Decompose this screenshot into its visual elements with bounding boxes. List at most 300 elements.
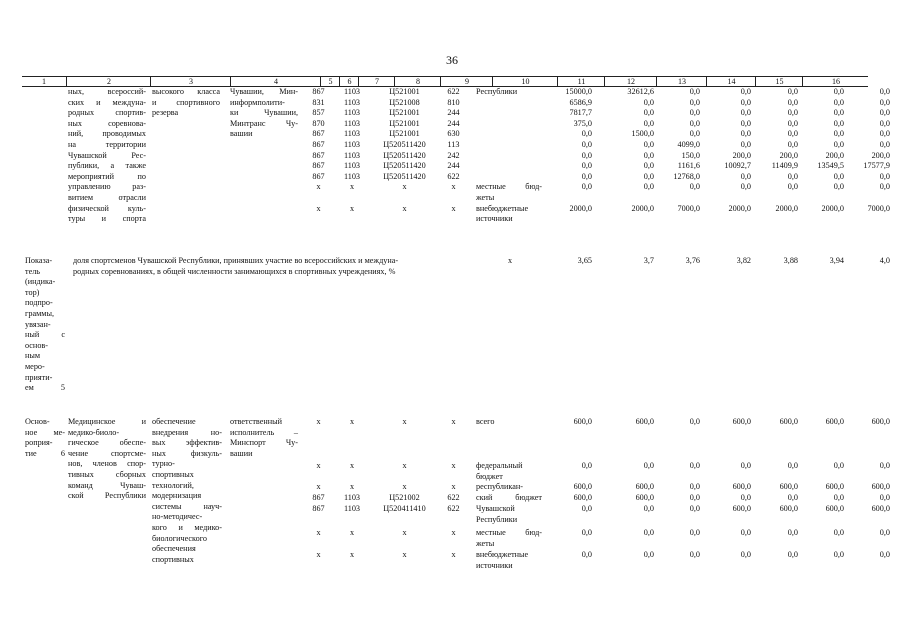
cell-text: информполити- bbox=[230, 97, 285, 107]
table-cell: 0,0 bbox=[833, 182, 844, 192]
table-cell: 0,0 bbox=[787, 108, 798, 118]
table-cell: x bbox=[402, 417, 407, 426]
table-cell: 0,0 bbox=[643, 550, 654, 559]
table-cell: Ц520411410 bbox=[383, 504, 426, 513]
table-cell: 0,0 bbox=[643, 504, 654, 513]
table-cell: 0,0 bbox=[581, 171, 592, 181]
cell-text: модернизация bbox=[152, 491, 202, 501]
table-cell: 0,0 bbox=[740, 528, 751, 537]
table-cell: 0,0 bbox=[740, 87, 751, 96]
table-cell: 0,0 bbox=[581, 461, 592, 470]
table-cell: 0,0 bbox=[689, 482, 700, 491]
table-cell: 0,0 bbox=[879, 461, 890, 470]
cell-text: вашии bbox=[230, 129, 253, 139]
cell-text: (индика- bbox=[25, 277, 56, 287]
table-cell: 867 bbox=[312, 504, 325, 513]
table-cell: 857 bbox=[312, 108, 325, 118]
table-cell: 0,0 bbox=[787, 528, 798, 537]
table-cell: 0,0 bbox=[581, 129, 592, 139]
table-cell: 1103 bbox=[343, 140, 361, 149]
table-cell: 2000,0 bbox=[728, 203, 751, 213]
table-cell: 0,0 bbox=[879, 182, 890, 192]
table-cell: 0,0 bbox=[689, 417, 700, 426]
table-cell: 15000,0 bbox=[565, 87, 592, 96]
cell-text: Чувашской Рес- bbox=[68, 150, 146, 160]
table-cell: 0,0 bbox=[740, 97, 751, 107]
cell-text: федеральный bbox=[476, 461, 523, 470]
table-cell: 1103 bbox=[343, 493, 361, 502]
table-cell: 0,0 bbox=[879, 171, 890, 181]
table-cell: 0,0 bbox=[740, 108, 751, 118]
table-cell: 0,0 bbox=[740, 171, 751, 181]
table-cell: 32612,6 bbox=[627, 87, 654, 96]
cell-text: ных физкуль- bbox=[152, 448, 222, 458]
table-cell: 0,0 bbox=[833, 493, 844, 502]
table-cell: Ц520511420 bbox=[383, 161, 426, 171]
header-cell: 11 bbox=[557, 77, 605, 86]
table-cell: Ц521001 bbox=[389, 118, 420, 128]
cell-text: Чувашии, Мин- bbox=[230, 87, 298, 96]
table-cell: 0,0 bbox=[581, 182, 592, 192]
table-cell: 1103 bbox=[343, 171, 361, 181]
table-cell: 200,0 bbox=[732, 150, 751, 160]
table-cell: 2000,0 bbox=[821, 203, 844, 213]
table-cell: 0,0 bbox=[879, 97, 890, 107]
table-cell: 200,0 bbox=[871, 150, 890, 160]
table-cell: x bbox=[316, 482, 321, 491]
cell-text: доля спортсменов Чувашской Республики, принявших участие во всероссийских и междуна- bbox=[73, 256, 399, 265]
table-cell: 0,0 bbox=[833, 108, 844, 118]
cell-text: резерва bbox=[152, 108, 179, 118]
table-cell: 375,0 bbox=[573, 118, 592, 128]
table-cell: x bbox=[451, 550, 456, 559]
header-cell: 1 bbox=[42, 77, 46, 86]
table-cell: x bbox=[316, 550, 321, 559]
table-cell: x bbox=[349, 182, 355, 192]
table-cell: 0,0 bbox=[643, 161, 654, 171]
header-cell: 9 bbox=[440, 77, 493, 86]
cell-text: биологического bbox=[152, 533, 207, 543]
table-cell: 622 bbox=[447, 493, 460, 502]
table-cell: 0,0 bbox=[740, 182, 751, 192]
table-cell: 600,0 bbox=[871, 417, 890, 426]
table-cell: 0,0 bbox=[787, 87, 798, 96]
cell-text: родных спортив- bbox=[68, 108, 146, 118]
table-cell: 113 bbox=[447, 140, 460, 149]
table-cell: 1103 bbox=[343, 118, 361, 128]
cell-text: ных, всероссий- bbox=[68, 87, 146, 96]
cell-text: местные бюд- bbox=[476, 528, 542, 537]
table-cell: 600,0 bbox=[635, 493, 654, 502]
table-cell: 0,0 bbox=[581, 150, 592, 160]
header-cell: 10 bbox=[492, 77, 558, 86]
table-cell: x bbox=[316, 461, 321, 470]
table-cell: 600,0 bbox=[732, 482, 751, 491]
table-cell: 3,76 bbox=[685, 256, 700, 265]
cell-text: высокого класса bbox=[152, 87, 220, 96]
cell-text: команд Чуваш- bbox=[68, 480, 146, 490]
table-cell: 0,0 bbox=[581, 140, 592, 149]
header-cell: 12 bbox=[604, 77, 657, 86]
cell-text: местные бюд- bbox=[476, 182, 542, 192]
table-cell: 0,0 bbox=[787, 171, 798, 181]
cell-text: Минтранс Чу- bbox=[230, 118, 298, 128]
cell-text: бюджет bbox=[476, 471, 503, 481]
cell-text: тор) bbox=[25, 287, 40, 297]
table-cell: 1103 bbox=[343, 87, 361, 96]
table-cell: 622 bbox=[447, 87, 460, 96]
table-cell: Ц521001 bbox=[389, 108, 420, 118]
table-cell: 600,0 bbox=[573, 493, 592, 502]
table-cell: 0,0 bbox=[689, 182, 700, 192]
table-cell: 0,0 bbox=[833, 550, 844, 559]
cell-text: источники bbox=[476, 214, 513, 224]
header-cell: 7 bbox=[358, 77, 395, 86]
table-cell: x bbox=[349, 203, 355, 213]
cell-text: публики, а также bbox=[68, 161, 146, 171]
cell-text: Чувашской bbox=[476, 504, 515, 513]
header-cell: 15 bbox=[755, 77, 803, 86]
header-cell: 4 bbox=[230, 77, 321, 86]
cell-text: спортивных bbox=[152, 554, 194, 564]
header-cell: 16 bbox=[802, 77, 869, 86]
table-cell: 810 bbox=[447, 97, 460, 107]
table-cell: x bbox=[316, 528, 321, 537]
header-cell: 3 bbox=[150, 77, 231, 86]
cell-text: ным bbox=[25, 351, 41, 361]
table-cell: 600,0 bbox=[825, 417, 844, 426]
table-cell: 0,0 bbox=[581, 528, 592, 537]
table-cell: 867 bbox=[312, 87, 325, 96]
table-cell: 0,0 bbox=[833, 118, 844, 128]
table-cell: x bbox=[402, 528, 407, 537]
cell-text: системы науч- bbox=[152, 501, 222, 511]
table-cell: 0,0 bbox=[833, 140, 844, 149]
table-cell: 0,0 bbox=[879, 140, 890, 149]
table-cell: 0,0 bbox=[740, 118, 751, 128]
cell-text: подпро- bbox=[25, 298, 53, 308]
cell-text: нов, членов спор- bbox=[68, 459, 146, 469]
table-cell: 0,0 bbox=[787, 493, 798, 502]
header-cell: 13 bbox=[656, 77, 707, 86]
table-cell: 13549,5 bbox=[817, 161, 844, 171]
table-cell: x bbox=[451, 528, 456, 537]
table-cell: 200,0 bbox=[779, 150, 798, 160]
table-cell: 0,0 bbox=[689, 493, 700, 502]
table-cell: x bbox=[349, 528, 355, 537]
cell-text: исполнитель – bbox=[230, 427, 298, 437]
cell-text: медико-биоло- bbox=[68, 427, 120, 437]
table-cell: 4099,0 bbox=[677, 140, 700, 149]
cell-text: внебюджетные bbox=[476, 550, 529, 559]
table-cell: 0,0 bbox=[689, 87, 700, 96]
cell-text: роприя- bbox=[25, 438, 53, 448]
cell-text: ний, проводимых bbox=[68, 129, 146, 139]
table-cell: 867 bbox=[312, 129, 325, 139]
cell-text: ответственный bbox=[230, 417, 283, 426]
table-cell: 3,65 bbox=[577, 256, 592, 265]
table-cell: 600,0 bbox=[573, 482, 592, 491]
table-cell: x bbox=[349, 461, 355, 470]
table-cell: 0,0 bbox=[833, 87, 844, 96]
table-cell: 600,0 bbox=[871, 504, 890, 513]
cell-text: витием отрасли bbox=[68, 193, 146, 202]
table-cell: 0,0 bbox=[879, 108, 890, 118]
table-cell: Ц520511420 bbox=[383, 150, 426, 160]
table-cell: 0,0 bbox=[689, 108, 700, 118]
table-cell: 867 bbox=[312, 171, 325, 181]
cell-text: ских и междуна- bbox=[68, 97, 146, 107]
table-cell: 1500,0 bbox=[631, 129, 654, 139]
table-cell: x bbox=[316, 182, 321, 192]
table-cell: 0,0 bbox=[643, 140, 654, 149]
cell-text: ное ме- bbox=[25, 427, 65, 437]
cell-text: Показа- bbox=[25, 256, 53, 265]
table-cell: Ц521001 bbox=[389, 129, 420, 139]
table-cell: x bbox=[451, 182, 456, 192]
table-cell: Ц520511420 bbox=[383, 140, 426, 149]
table-cell: 0,0 bbox=[833, 97, 844, 107]
header-cell: 14 bbox=[706, 77, 756, 86]
table-cell: 242 bbox=[447, 150, 460, 160]
cell-text: спортивных bbox=[152, 470, 194, 479]
cell-text: ных соревнова- bbox=[68, 118, 146, 128]
cell-text: Медицинское и bbox=[68, 417, 146, 426]
table-cell: 600,0 bbox=[779, 504, 798, 513]
table-cell: 10092,7 bbox=[724, 161, 751, 171]
table-cell: 11409,9 bbox=[771, 161, 798, 171]
table-cell: 0,0 bbox=[787, 97, 798, 107]
table-cell: 1103 bbox=[343, 129, 361, 139]
header-cell: 2 bbox=[66, 77, 151, 86]
table-cell: 17577,9 bbox=[863, 161, 890, 171]
cell-text: ем 5 bbox=[25, 383, 65, 393]
table-cell: 0,0 bbox=[643, 118, 654, 128]
table-cell: 0,0 bbox=[833, 461, 844, 470]
table-cell: 2000,0 bbox=[631, 203, 654, 213]
table-cell: 0,0 bbox=[689, 504, 700, 513]
cell-text: родных соревнованиях, в общей численности занимающихся в спортивных учреждениях, % bbox=[73, 266, 396, 276]
cell-text: Республики bbox=[476, 514, 518, 524]
cell-text: на территории bbox=[68, 140, 146, 149]
cell-text: туры и спорта bbox=[68, 214, 146, 224]
table-cell: 0,0 bbox=[689, 129, 700, 139]
cell-text: физической куль- bbox=[68, 203, 146, 213]
cell-text: внебюджетные bbox=[476, 203, 529, 213]
cell-text: республикан- bbox=[476, 482, 523, 491]
cell-text: вых эффектив- bbox=[152, 438, 222, 448]
table-cell: x bbox=[316, 203, 321, 213]
table-cell: 1103 bbox=[343, 97, 361, 107]
table-cell: 3,88 bbox=[783, 256, 798, 265]
table-cell: 0,0 bbox=[740, 550, 751, 559]
table-cell: 600,0 bbox=[732, 504, 751, 513]
table-cell: 0,0 bbox=[787, 129, 798, 139]
table-cell: 0,0 bbox=[879, 550, 890, 559]
cell-text: всего bbox=[476, 417, 495, 426]
cell-text: кого и медико- bbox=[152, 523, 222, 532]
table-cell: 3,7 bbox=[643, 256, 654, 265]
table-cell: x bbox=[402, 182, 407, 192]
table-cell: x bbox=[349, 482, 355, 491]
table-cell: 0,0 bbox=[833, 171, 844, 181]
table-cell: 831 bbox=[312, 97, 325, 107]
cell-text: основ- bbox=[25, 340, 48, 350]
table-cell: 0,0 bbox=[643, 528, 654, 537]
page-number: 36 bbox=[446, 53, 458, 67]
table-cell: 150,0 bbox=[681, 150, 700, 160]
table-cell: 7817,7 bbox=[569, 108, 592, 118]
table-cell: 1103 bbox=[343, 504, 361, 513]
table-cell: Ц521002 bbox=[389, 493, 420, 502]
table-cell: 600,0 bbox=[779, 482, 798, 491]
table-cell: x bbox=[507, 256, 513, 265]
table-cell: 0,0 bbox=[787, 550, 798, 559]
table-cell: 0,0 bbox=[787, 140, 798, 149]
table-cell: x bbox=[316, 417, 321, 426]
cell-text: Основ- bbox=[25, 417, 50, 426]
cell-text: внедрения но- bbox=[152, 427, 222, 437]
table-cell: x bbox=[349, 550, 355, 559]
table-cell: 1103 bbox=[343, 108, 361, 118]
table-cell: 600,0 bbox=[732, 417, 751, 426]
table-cell: Ц521001 bbox=[389, 87, 420, 96]
table-cell: 0,0 bbox=[740, 140, 751, 149]
table-cell: 1103 bbox=[343, 161, 361, 171]
table-cell: 244 bbox=[447, 161, 460, 171]
table-header bbox=[22, 76, 868, 87]
table-cell: 244 bbox=[447, 118, 460, 128]
table-cell: 1103 bbox=[343, 150, 361, 160]
table-cell: 867 bbox=[312, 161, 325, 171]
table-cell: 600,0 bbox=[635, 417, 654, 426]
table-cell: 0,0 bbox=[643, 150, 654, 160]
table-cell: x bbox=[451, 482, 456, 491]
table-cell: 2000,0 bbox=[775, 203, 798, 213]
table-cell: 0,0 bbox=[879, 493, 890, 502]
cell-text: технологий, bbox=[152, 480, 194, 490]
cell-text: но-методичес- bbox=[152, 512, 203, 522]
table-cell: 867 bbox=[312, 493, 325, 502]
table-cell: 0,0 bbox=[833, 129, 844, 139]
cell-text: обеспечения bbox=[152, 544, 196, 554]
table-cell: 0,0 bbox=[643, 461, 654, 470]
table-cell: 1161,6 bbox=[677, 161, 700, 171]
table-cell: 0,0 bbox=[879, 87, 890, 96]
cell-text: ный с bbox=[25, 330, 65, 340]
header-cell: 5 bbox=[320, 77, 340, 86]
cell-text: ский бюджет bbox=[476, 493, 542, 502]
table-cell: 2000,0 bbox=[569, 203, 592, 213]
table-cell: 0,0 bbox=[787, 118, 798, 128]
table-cell: x bbox=[402, 550, 407, 559]
table-cell: 0,0 bbox=[740, 461, 751, 470]
table-cell: 0,0 bbox=[879, 118, 890, 128]
table-cell: 0,0 bbox=[879, 528, 890, 537]
cell-text: гическое обеспе- bbox=[68, 438, 146, 448]
cell-text: ской Республики bbox=[68, 491, 146, 501]
table-cell: 7000,0 bbox=[677, 203, 700, 213]
table-cell: x bbox=[402, 482, 407, 491]
table-cell: 600,0 bbox=[825, 482, 844, 491]
cell-text: меро- bbox=[25, 362, 45, 371]
table-cell: Ц520511420 bbox=[383, 171, 426, 181]
table-cell: 0,0 bbox=[689, 550, 700, 559]
table-cell: 600,0 bbox=[573, 417, 592, 426]
table-cell: x bbox=[451, 203, 456, 213]
cell-text: источники bbox=[476, 560, 513, 570]
table-cell: x bbox=[349, 417, 355, 426]
table-cell: 867 bbox=[312, 140, 325, 149]
table-cell: 7000,0 bbox=[867, 203, 890, 213]
table-cell: 0,0 bbox=[740, 129, 751, 139]
cell-text: вашии bbox=[230, 448, 253, 458]
table-cell: 0,0 bbox=[643, 182, 654, 192]
cell-text: ки Чувашии, bbox=[230, 108, 298, 118]
cell-text: тие 6 bbox=[25, 448, 65, 458]
cell-text: прияти- bbox=[25, 372, 53, 382]
table-cell: x bbox=[402, 203, 407, 213]
table-cell: 3,94 bbox=[829, 256, 844, 265]
table-cell: 622 bbox=[447, 171, 460, 181]
table-cell: 0,0 bbox=[689, 97, 700, 107]
table-cell: x bbox=[451, 461, 456, 470]
table-cell: 244 bbox=[447, 108, 460, 118]
table-cell: 0,0 bbox=[581, 504, 592, 513]
table-cell: 6586,9 bbox=[569, 97, 592, 107]
cell-text: турно- bbox=[152, 459, 175, 469]
table-cell: 200,0 bbox=[825, 150, 844, 160]
table-cell: 0,0 bbox=[787, 461, 798, 470]
cell-text: тивных сборных bbox=[68, 470, 146, 479]
cell-text: Минспорт Чу- bbox=[230, 438, 298, 448]
cell-text: тель bbox=[25, 266, 41, 276]
table-cell: 0,0 bbox=[581, 161, 592, 171]
table-cell: 600,0 bbox=[825, 504, 844, 513]
table-cell: 0,0 bbox=[879, 129, 890, 139]
cell-text: Республики bbox=[476, 87, 518, 96]
table-cell: 630 bbox=[447, 129, 460, 139]
table-cell: 867 bbox=[312, 150, 325, 160]
table-cell: 0,0 bbox=[833, 528, 844, 537]
table-cell: 600,0 bbox=[635, 482, 654, 491]
cell-text: жеты bbox=[476, 193, 495, 202]
table-cell: 0,0 bbox=[643, 108, 654, 118]
table-cell: 0,0 bbox=[689, 528, 700, 537]
table-cell: 0,0 bbox=[689, 118, 700, 128]
table-cell: 0,0 bbox=[787, 182, 798, 192]
table-cell: 0,0 bbox=[581, 550, 592, 559]
cell-text: мероприятий по bbox=[68, 171, 146, 181]
table-cell: 0,0 bbox=[740, 493, 751, 502]
cell-text: жеты bbox=[476, 538, 495, 548]
cell-text: и спортивного bbox=[152, 97, 220, 107]
table-cell: 600,0 bbox=[779, 417, 798, 426]
table-cell: 3,82 bbox=[736, 256, 751, 265]
table-cell: 0,0 bbox=[643, 171, 654, 181]
table-cell: 4,0 bbox=[879, 256, 890, 265]
table-cell: Ц521008 bbox=[389, 97, 420, 107]
table-cell: 12768,0 bbox=[673, 171, 700, 181]
table-cell: 870 bbox=[312, 118, 325, 128]
header-cell: 6 bbox=[339, 77, 359, 86]
table-cell: x bbox=[451, 417, 456, 426]
cell-text: увязан- bbox=[25, 319, 51, 329]
table-cell: 600,0 bbox=[871, 482, 890, 491]
header-cell: 8 bbox=[394, 77, 441, 86]
table-cell: 622 bbox=[447, 504, 460, 513]
cell-text: управлению раз- bbox=[68, 182, 146, 192]
